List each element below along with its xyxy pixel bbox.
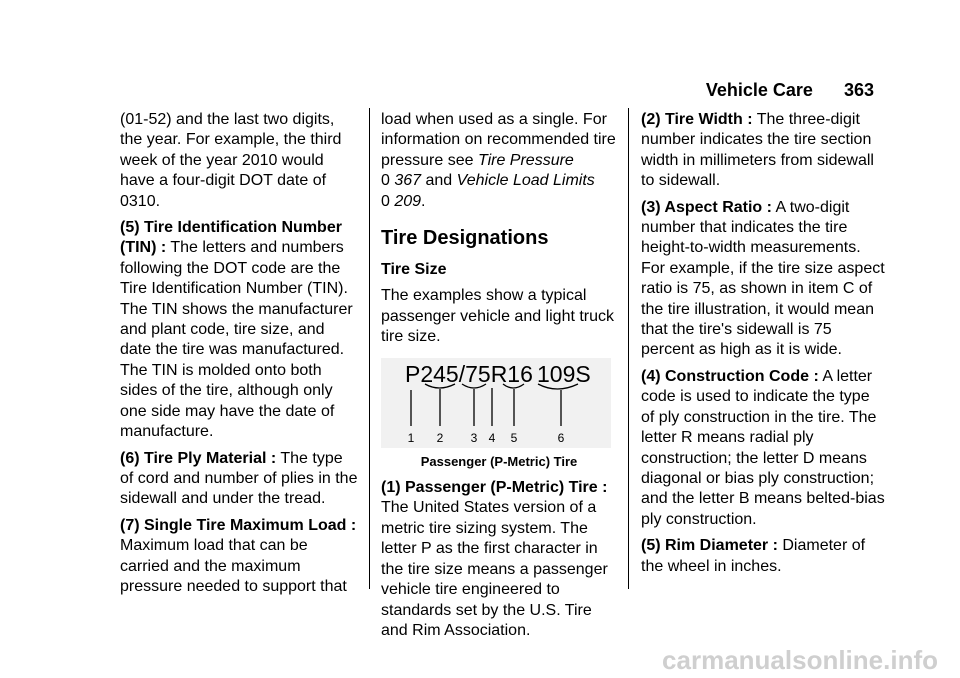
label-1: 1: [407, 430, 415, 445]
paragraph: [641, 198, 886, 361]
column-2: [381, 110, 617, 647]
term-text: The United States version of a metric tire sizing system. The letter P as the first character in the tire size means a passenger vehicle tire engineered to standards set by the U.S. Tire and Rim Association.: [381, 499, 608, 639]
paragraph: [381, 478, 617, 641]
label-3: 3: [470, 430, 478, 445]
label-6: 6: [557, 430, 565, 445]
column-3: [641, 110, 886, 583]
term-text: Diameter of the wheel in inches.: [641, 537, 866, 575]
paragraph: [120, 218, 358, 442]
paragraph: [120, 516, 358, 598]
page-ref-link[interactable]: 367: [394, 172, 422, 190]
section-heading: Tire Designations: [381, 227, 549, 250]
section-title: Vehicle Care: [705, 80, 813, 100]
paragraph: [641, 110, 886, 192]
paragraph: [381, 110, 617, 212]
tire-code-right: 109S: [537, 360, 591, 387]
column-1: [120, 110, 358, 603]
column-divider: [628, 108, 629, 589]
page-ref-link[interactable]: 209: [394, 192, 422, 210]
term-label: (1) Passenger (P-Metric) Tire :: [381, 479, 608, 497]
subheading: Tire Size: [381, 261, 447, 279]
cross-reference-link[interactable]: Vehicle Load Limits: [456, 172, 595, 190]
paragraph: [641, 367, 886, 530]
tire-code-left: P245/75R16: [405, 360, 533, 387]
label-4: 4: [488, 430, 496, 445]
term-text: The letters and numbers following the DOT code are the Tire Identification Number (TIN). The TIN shows the manufacturer and plant code, tire size, and date the tire was manufactured. The TIN is molded onto both sides of the tire, although only one side may have the date of manufacture.: [120, 239, 353, 441]
text: load when used as a single. For information on recommended tire pressure see: [381, 111, 616, 169]
term-label: (7) Single Tire Maximum Load :: [120, 516, 357, 534]
label-5: 5: [510, 430, 518, 445]
term-text: Maximum load that can be carried and the maximum pressure needed to support that: [120, 537, 347, 595]
page-number: 363: [843, 80, 874, 100]
text: and: [421, 172, 457, 190]
tire-size-diagram: [381, 358, 611, 448]
figure-caption: Passenger (P-Metric) Tire: [420, 453, 578, 469]
term-text: A two-digit number that indicates the tire height-to-width measurements. For example, if the tire size aspect ratio is 75, as shown in item C of the tire illustration, it would mean that the tire's sidewall is 75 percent as high as it is wide.: [641, 198, 885, 359]
term-text: A letter code is used to indicate the type of ply construction in the tire. The letter R means radial ply construction; the letter D means diagonal or bias ply construction; and the letter B means belted-bias ply construction.: [641, 367, 885, 528]
watermark: carmanualsonline.info: [662, 645, 938, 675]
column-divider: [369, 108, 370, 589]
page-ref-arrow: 0: [381, 192, 395, 210]
term-label: (5) Rim Diameter :: [641, 537, 778, 555]
term-label: (3) Aspect Ratio :: [641, 198, 772, 216]
paragraph: The examples show a typical passenger vehicle and light truck tire size.: [381, 287, 615, 346]
bracket-lines: [411, 384, 578, 426]
term-label: (5) Tire Identification Number (TIN) :: [120, 219, 342, 257]
text: .: [421, 192, 426, 210]
term-label: (2) Tire Width :: [641, 111, 753, 128]
tire-size-figure: [381, 358, 611, 448]
term-text: The three-digit number indicates the tire section width in millimeters from sidewall to sidewall.: [641, 111, 874, 190]
cross-reference-link[interactable]: Tire Pressure: [477, 151, 574, 169]
term-text: The type of cord and number of plies in the sidewall and under the tread.: [120, 449, 358, 508]
page-header: [706, 80, 874, 101]
term-label: (4) Construction Code :: [641, 367, 819, 385]
term-label: (6) Tire Ply Material :: [120, 449, 277, 467]
paragraph: [120, 449, 358, 510]
page-ref-arrow: 0: [381, 172, 395, 190]
paragraph: [641, 536, 886, 577]
label-2: 2: [436, 430, 444, 445]
paragraph: (01-52) and the last two digits, the year. For example, the third week of the year 2010 would have a four-digit DOT date of 0310.: [120, 111, 342, 210]
